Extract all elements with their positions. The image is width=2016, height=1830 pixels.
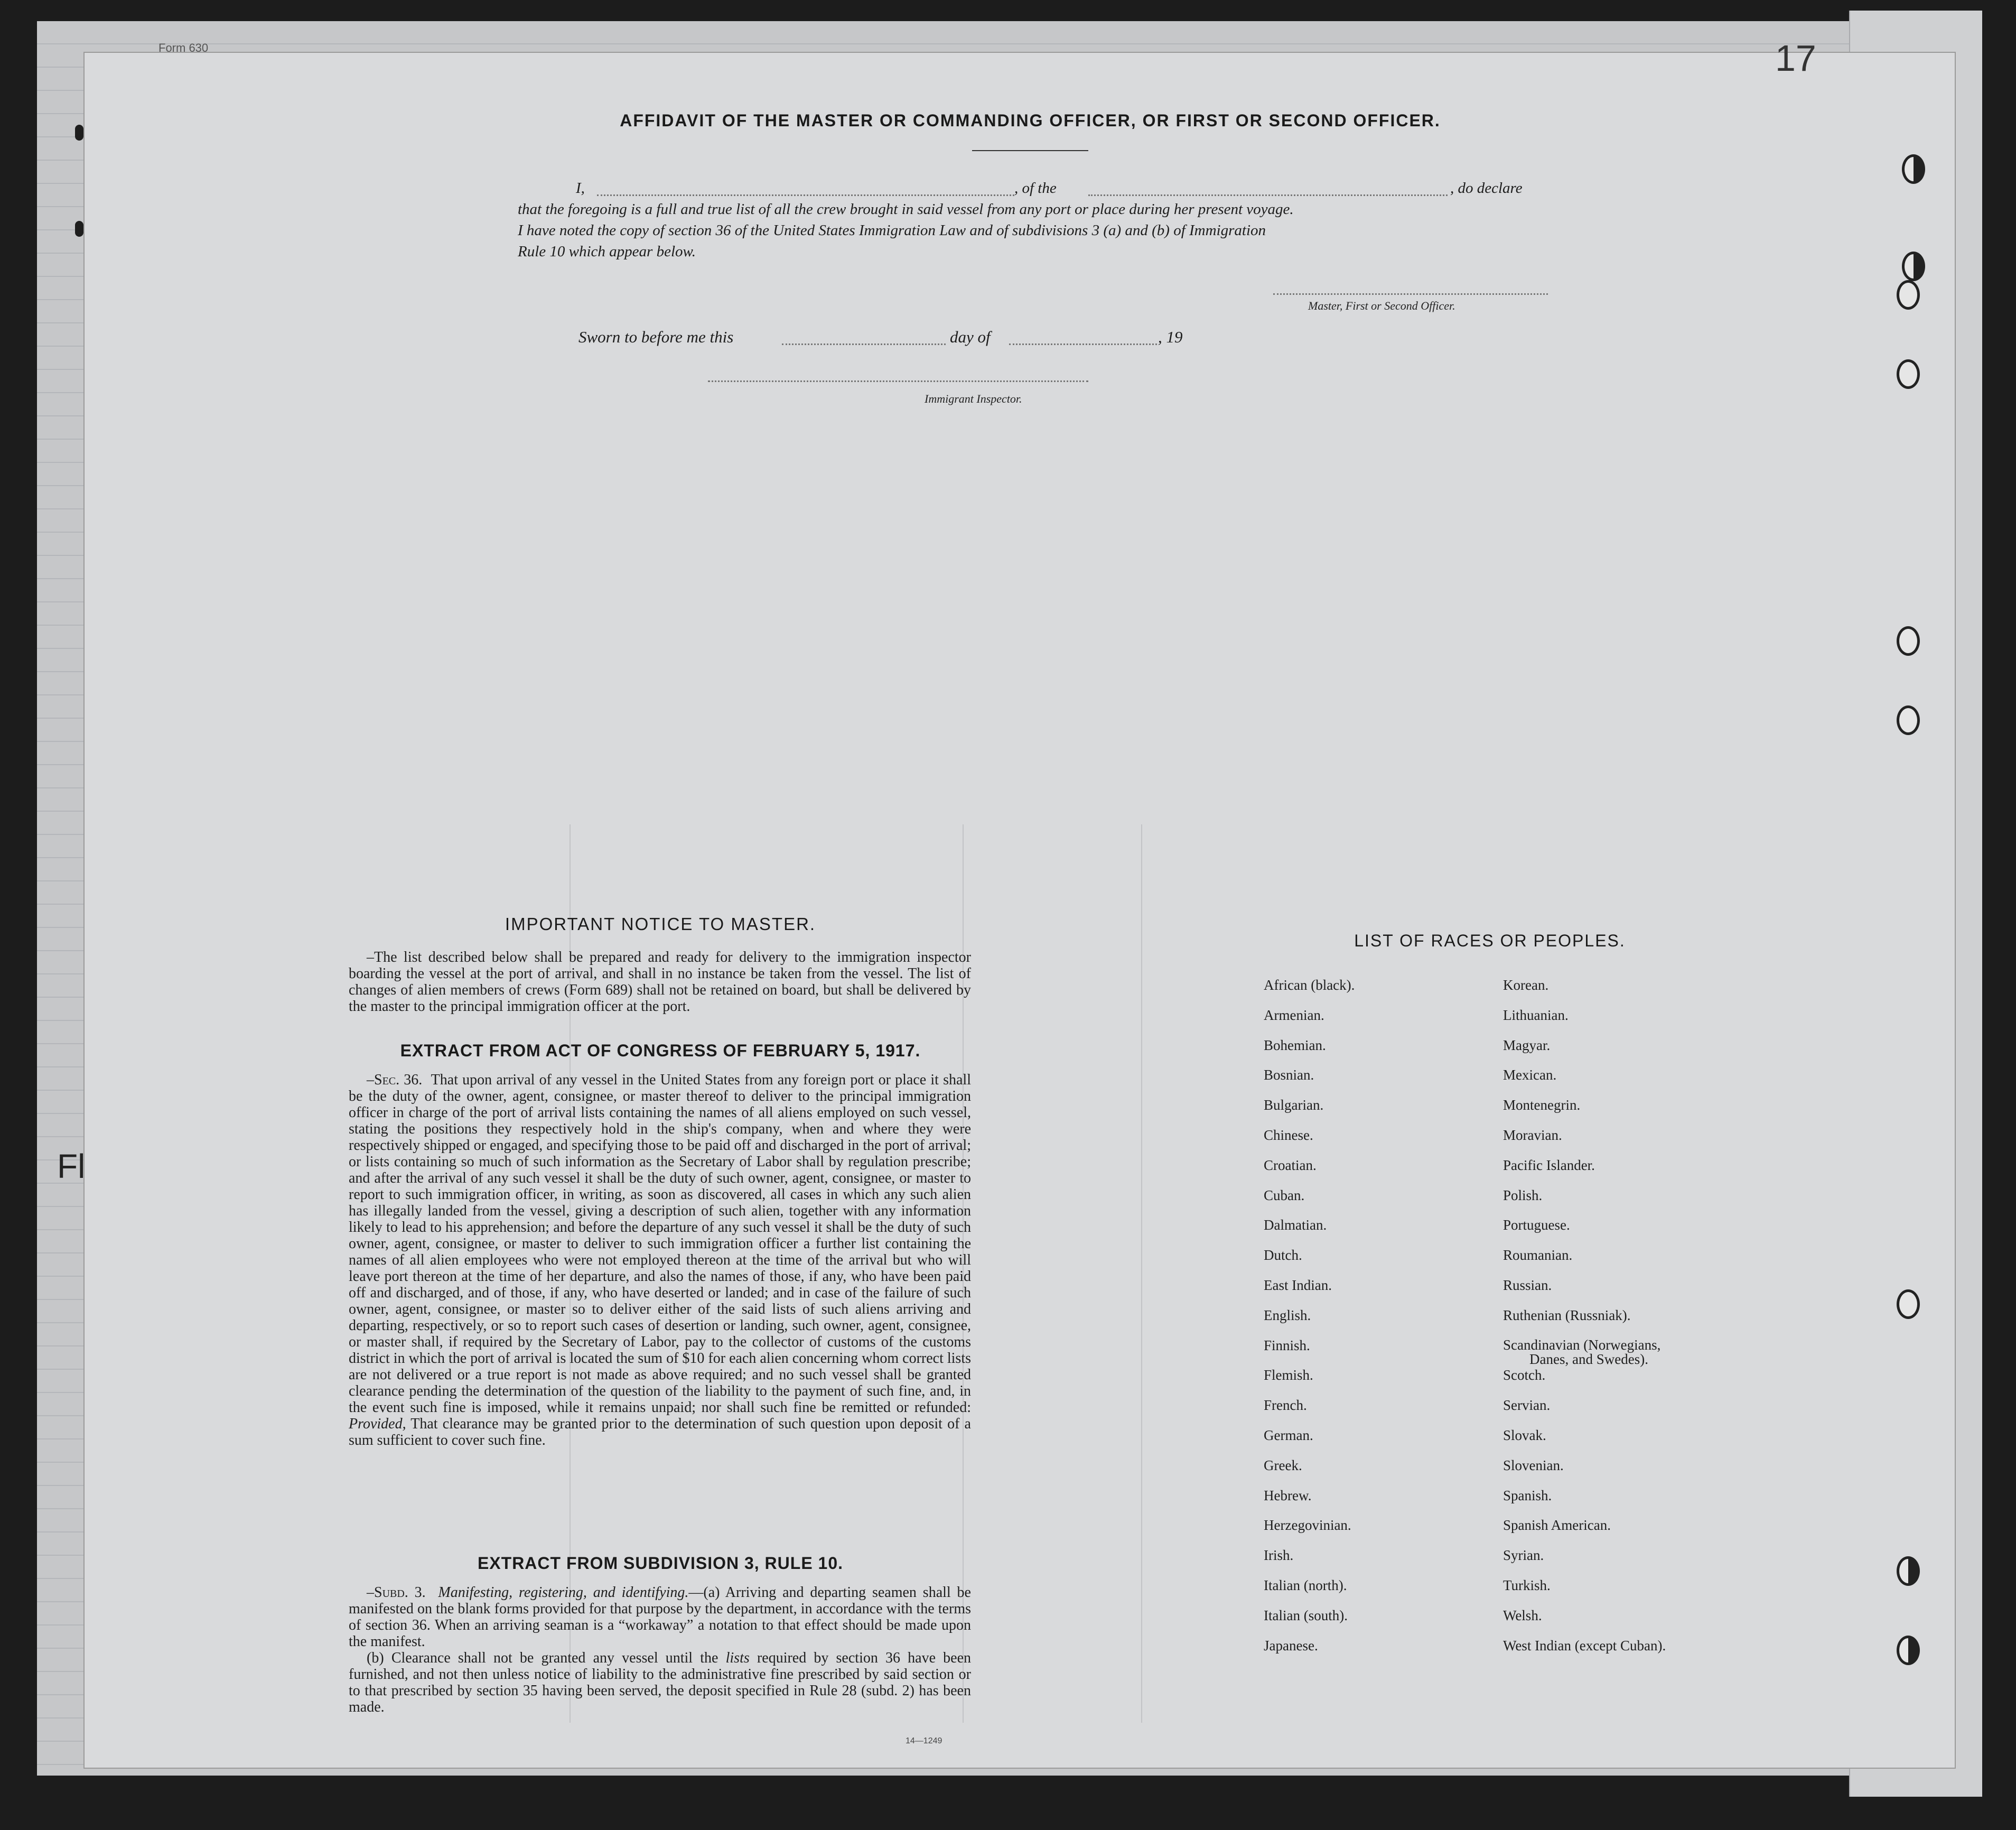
race-item: Italian (north). — [1264, 1577, 1347, 1593]
signature-blank — [1273, 293, 1548, 295]
binder-hole-right — [1897, 705, 1920, 735]
day-blank — [782, 343, 946, 345]
race-item-two-line — [1503, 1338, 1666, 1368]
section-label: Sec. 36. — [374, 1072, 423, 1088]
rule-extract-text — [349, 1584, 971, 1715]
binder-hole-right — [1897, 359, 1920, 389]
races-list-left — [1264, 978, 1355, 1668]
race-item: Bulgarian. — [1264, 1097, 1324, 1113]
race-item: West Indian (except Cuban). — [1503, 1637, 1666, 1653]
race-item: Turkish. — [1503, 1577, 1551, 1593]
race-item: Flemish. — [1264, 1367, 1313, 1383]
race-item-line: Scandinavian (Norwegians, — [1503, 1336, 1661, 1353]
race-item: Polish. — [1503, 1187, 1543, 1203]
binder-hole-right — [1897, 626, 1920, 656]
sworn-prefix: Sworn to before me this — [578, 328, 734, 346]
race-item: Greek. — [1264, 1457, 1302, 1473]
vessel-blank — [1088, 194, 1448, 196]
signature-label: Master, First or Second Officer. — [1308, 299, 1455, 312]
act-extract-title: EXTRACT FROM ACT OF CONGRESS OF FEBRUARY 5, 1917. — [400, 1041, 921, 1060]
declaration-of-the: , of the — [1014, 180, 1057, 197]
name-blank — [597, 194, 1014, 196]
page-number: 17 — [1775, 38, 1816, 79]
race-item: African (black). — [1264, 977, 1355, 993]
race-item: Russian. — [1503, 1277, 1552, 1293]
subd-heading: Manifesting, registering, and identifying. — [438, 1584, 689, 1601]
race-item: Spanish American. — [1503, 1517, 1611, 1534]
notice-paragraph: –The list described below shall be prepared and ready for delivery to the immigration inspector boarding the vessel at the port of arrival, and shall in no instance be taken from the vessel. The list of changes of alien members of crews (Form 689) shall not be retained on board, but shall be delivered by the master to the principal immigration officer at the port. — [349, 949, 971, 1015]
binder-hole-right — [1902, 252, 1925, 281]
race-item: Ruthenian (Russniak). — [1503, 1307, 1631, 1323]
section-36-paragraph: –Sec. 36. That upon arrival of any vessel in the United States from any foreign port or place it shall be the duty of the owner, agent, consignee, or master thereof to deliver to the principal immigration officer in charge of the port of arrival lists containing the names of all aliens employed on such vessel, stating the positions they respectively hold in the ship's company, when and where they were respectively shipped or engaged, and specifying those to be paid off and discharged in the port of arrival; or lists containing so much of such information as the Secretary of Labor shall by regulation prescribe; and after the arrival of any such vessel it shall be the duty of such owner, agent, consignee, or master to report to such immigration officer, in writing, as soon as discovered, all cases in which any such alien has illegally landed from the vessel, giving a description of such alien, together with any information likely to lead to his apprehension; and before the departure of any such vessel it shall be the duty of such owner, agent, consignee, or master to deliver to such immigration officer a further list containing the names of all alien employees who were not employed thereon at the time of the arrival but who will leave port thereon at the time of her departure, and also the names of those, if any, who have been paid off and discharged, and of those, if any, who have deserted or landed; and in case of the failure of such owner, agent, consignee, or master so to deliver either of the said lists of such aliens arriving and departing, respectively, or so to report such cases of desertion or landing, such owner, agent, consignee, or master shall, if required by the Secretary of Labor, pay to the collector of customs of the customs district in which the port of arrival is located the sum of $10 for each alien concerning whom correct lists are not delivered or a true report is not made as above required; and no such vessel shall be granted clearance pending the determination of the question of the liability to the payment of such fine, and, in the event such fine is imposed, while it remains unpaid; nor shall such fine be remitted or refunded: Provided, That clearance may be granted prior to the determination of such question upon deposit of a sum sufficient to cover such fine. — [349, 1072, 971, 1448]
races-title: LIST OF RACES OR PEOPLES. — [1354, 931, 1626, 950]
race-item: French. — [1264, 1397, 1307, 1414]
race-item: Spanish. — [1503, 1487, 1552, 1503]
notice-text — [349, 949, 971, 1015]
notice-paragraph-text: The list described below shall be prepared and ready for delivery to the immigration inspector boarding the vessel at the port of arrival, and shall in no instance be taken from the vessel. The list of changes of alien members of crews (Form 689) shall not be retained on board, but shall be delivered by the master to the principal immigration officer at the port. — [349, 949, 971, 1015]
affidavit-title: AFFIDAVIT OF THE MASTER OR COMMANDING OFFICER, OR FIRST OR SECOND OFFICER. — [620, 111, 1441, 130]
section-36-text: That upon arrival of any vessel in the United States from any foreign port or place it shall be the duty of the owner, agent, consignee, or master thereof to deliver to the principal immigration officer in charge of the port of arrival lists containing the names of all aliens employed on such vessel, stating the positions they respectively hold in the ship's company, when and where they were respectively shipped or engaged, and specifying those to be paid off and discharged in the port of arrival; or lists containing so much of such information as the Secretary of Labor shall by regulation prescribe; and after the arrival of any such vessel it shall be the duty of such owner, agent, consignee, or master to report to such immigration officer, in writing, as soon as discovered, all cases in which any such alien has illegally landed from the vessel, giving a description of such alien, together with any information likely to lead to his apprehension; and before the departure of any such vessel it shall be the duty of such owner, agent, consignee, or master to deliver to such immigration officer a further list containing the names of all alien employees who were not employed thereon at the time of the arrival but who will leave port thereon at the time of her departure, and also the names of those, if any, who have been paid off and discharged, and of those, if any, who have deserted or landed; and in case of the failure of such owner, agent, consignee, or master so to deliver either of the said lists of such aliens arriving and departing, respectively, or so to report such cases of desertion or landing, such owner, agent, consignee, or master shall, if required by the Secretary of Labor, pay to the collector of customs of the customs district in which the port of arrival is located the sum of $10 for each alien concerning whom correct lists are not delivered or a true report is not made as above required; and no such vessel shall be granted clearance pending the determination of the question of the liability to the payment of such fine, and, in the event such fine is imposed, while it remains unpaid; nor shall such fine be remitted or refunded: — [349, 1072, 971, 1416]
race-item-line: Danes, and Swedes). — [1529, 1351, 1648, 1367]
subdivision-b-paragraph — [349, 1650, 971, 1715]
race-item: Bosnian. — [1264, 1067, 1314, 1083]
race-item: Portuguese. — [1503, 1217, 1570, 1233]
race-item: Armenian. — [1264, 1007, 1324, 1023]
declaration-prefix: I, — [576, 180, 585, 197]
binder-hole-left — [75, 125, 83, 141]
race-item: East Indian. — [1264, 1277, 1332, 1293]
race-item: Slovak. — [1503, 1427, 1546, 1443]
proviso-text: That clearance may be granted prior to the determination of such question upon deposit of a sum sufficient to cover such fine. — [349, 1416, 971, 1448]
race-item: Moravian. — [1503, 1127, 1562, 1143]
act-extract-text — [349, 1072, 971, 1448]
race-item: Pacific Islander. — [1503, 1157, 1595, 1173]
subdivision-a-paragraph: –Subd. 3. Manifesting, registering, and identifying.—(a) Arriving and departing seamen shall be manifested on the blank forms provided for that purpose by the department, in accordance with the terms of section 36. When an arriving seaman is a “workaway” a notation to that effect should be made upon the manifest. — [349, 1584, 971, 1650]
declaration-line-2: that the foregoing is a full and true list of all the crew brought in said vessel from any port or place during her present voyage. — [518, 201, 1294, 218]
declaration-line-3: I have noted the copy of section 36 of the United States Immigration Law and of subdivisions 3 (a) and (b) of Immigration — [518, 222, 1266, 239]
subd-b-label: (b) — [367, 1650, 384, 1666]
binder-hole-right — [1897, 1556, 1920, 1586]
sworn-year: , 19 — [1158, 328, 1183, 346]
rule-extract-title: EXTRACT FROM SUBDIVISION 3, RULE 10. — [477, 1554, 844, 1573]
month-blank — [1009, 343, 1157, 345]
margin-handwriting: Fl — [57, 1147, 86, 1185]
sworn-day-of: day of — [950, 328, 991, 346]
notice-title: IMPORTANT NOTICE TO MASTER. — [505, 914, 816, 934]
race-item: Magyar. — [1503, 1037, 1551, 1053]
race-item: Italian (south). — [1264, 1607, 1348, 1623]
race-item: Roumanian. — [1503, 1247, 1573, 1264]
race-item: Irish. — [1264, 1547, 1294, 1564]
form-page — [85, 53, 1955, 1768]
races-list-right — [1503, 978, 1666, 1668]
race-item: Syrian. — [1503, 1547, 1544, 1564]
form-print-code: 14—1249 — [906, 1736, 942, 1745]
binder-hole-right — [1897, 1636, 1920, 1665]
race-item: Herzegovinian. — [1264, 1517, 1351, 1534]
race-item: Slovenian. — [1503, 1457, 1564, 1473]
proviso-word: Provided, — [349, 1416, 406, 1432]
race-item: Hebrew. — [1264, 1487, 1312, 1503]
binder-hole-right — [1897, 1289, 1920, 1319]
race-item: Servian. — [1503, 1397, 1551, 1414]
race-item: German. — [1264, 1427, 1313, 1443]
inspector-blank — [708, 380, 1088, 382]
binder-hole-right — [1902, 154, 1925, 184]
subd-b-post: required by section 36 have been furnished, and not then unless notice of liability to the administrative fine prescribed by said section or to that prescribed by section 35 having been served, the deposit specified in Rule 28 (subd. 2) has been made. — [349, 1650, 972, 1715]
race-item: Bohemian. — [1264, 1037, 1326, 1053]
race-item: Dutch. — [1264, 1247, 1302, 1264]
subd-a-text: —(a) Arriving and departing seamen shall be manifested on the blank forms provided for that purpose by the department, in accordance with the terms of section 36. When an arriving seaman is a “workaway” a notation to that effect should be made upon the manifest. — [349, 1584, 971, 1650]
declaration-do-declare: , do declare — [1450, 180, 1523, 197]
binder-hole-left — [75, 221, 83, 237]
title-rule — [972, 150, 1088, 151]
race-item: Scotch. — [1503, 1367, 1546, 1383]
race-item: Japanese. — [1264, 1637, 1318, 1653]
subd-label: Subd. 3. — [374, 1584, 426, 1601]
declaration-line-4: Rule 10 which appear below. — [518, 243, 696, 260]
race-item: Chinese. — [1264, 1127, 1313, 1143]
race-item: Korean. — [1503, 977, 1549, 993]
race-item: Montenegrin. — [1503, 1097, 1581, 1113]
race-item: English. — [1264, 1307, 1311, 1323]
subd-b-lists: lists — [725, 1650, 750, 1666]
race-item: Finnish. — [1264, 1337, 1310, 1353]
race-item: Cuban. — [1264, 1187, 1305, 1203]
subd-b-pre: Clearance shall not be granted any vessel until the — [391, 1650, 718, 1666]
race-item: Mexican. — [1503, 1067, 1557, 1083]
form-number: Form 630 — [158, 41, 209, 54]
race-item: Dalmatian. — [1264, 1217, 1327, 1233]
race-item: Welsh. — [1503, 1607, 1542, 1623]
race-item: Croatian. — [1264, 1157, 1317, 1173]
inspector-label: Immigrant Inspector. — [925, 392, 1022, 405]
race-item: Lithuanian. — [1503, 1007, 1569, 1023]
faint-column-line — [1141, 824, 1142, 1723]
binder-hole-right — [1897, 280, 1920, 310]
